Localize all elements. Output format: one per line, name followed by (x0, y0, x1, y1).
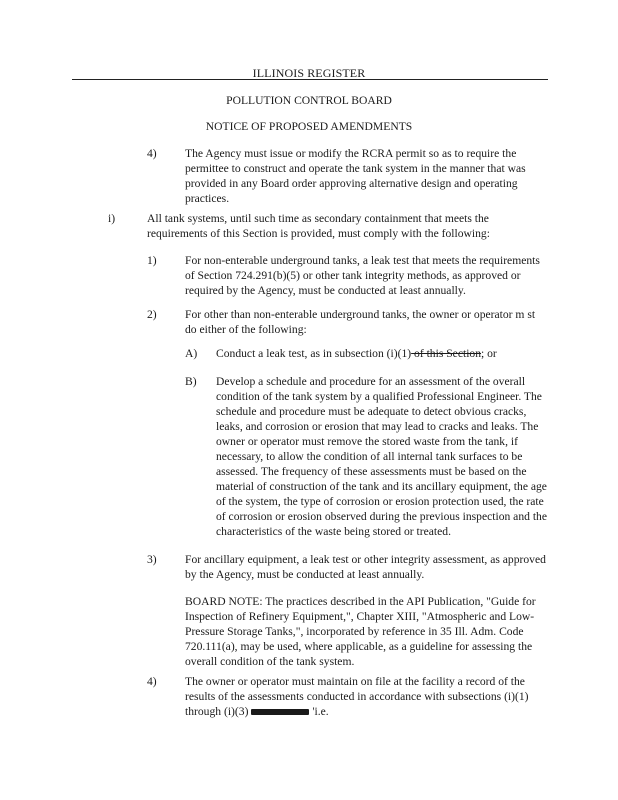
register-title: ILLINOIS REGISTER (252, 66, 366, 80)
text-after: ; or (481, 347, 497, 360)
board-name: POLLUTION CONTROL BOARD (226, 94, 392, 107)
item-label: 3) (147, 553, 157, 566)
item-text: For non-enterable underground tanks, a leak test that meets the requirements of Section 724.291(b)(5) or other tank integrity methods, as approved or required by the Agency, must be conducted at least annually. (185, 254, 540, 297)
item-text: All tank systems, until such time as secondary containment that meets the requirements of this Section is provided, must comply with the following: (147, 212, 490, 240)
notice-title: NOTICE OF PROPOSED AMENDMENTS (205, 120, 413, 133)
item-text: For ancillary equipment, a leak test or other integrity assessment, as approved by the Agency, must be conducted at least annually. (185, 553, 546, 581)
redaction-mark (251, 709, 309, 715)
item-label: 4) (147, 675, 157, 688)
item-label: 4) (147, 147, 157, 160)
item-label: 1) (147, 254, 157, 267)
item-text (216, 346, 548, 361)
struck-text: of this Section (411, 347, 482, 360)
item-label: A) (185, 347, 198, 360)
item-text: For other than non-enterable underground tanks, the owner or operator m st do either of the following: (185, 308, 536, 336)
text-after: 'i.e. (312, 705, 329, 718)
item-label: i) (108, 212, 116, 225)
header-rule (72, 79, 548, 80)
item-label: B) (185, 375, 197, 388)
item-label: 2) (147, 308, 157, 321)
text-before: The owner or operator must maintain on file at the facility a record of the results of the assessments conducted in accordance with subsections (i)(1) through (i)(3) (185, 675, 529, 718)
item-text (185, 674, 547, 719)
item-text: The Agency must issue or modify the RCRA permit so as to require the permittee to construct and operate the tank system in the manner that was provided in any Board order approving alternative design and operating practices. (185, 147, 526, 205)
text-before: Conduct a leak test, as in subsection (i)(1) (216, 347, 412, 360)
item-text: Develop a schedule and procedure for an assessment of the overall condition of the tank system by a qualified Professional Engineer. The schedule and procedure must be adequate to detect obvious cracks, leaks, and corrosion or erosion that may lead to cracks and leaks. The owner or operator must remove the stored waste from the tank, if necessary, to allow the condition of all internal tank surfaces to be assessed. The frequency of these assessments must be based on the material of construction of the tank and its ancillary equipment, the age of the system, the type of corrosion or erosion protection used, the rate of corrosion or erosion observed during the previous inspection and the characteristics of the waste being stored or treated. (216, 375, 547, 538)
board-note: BOARD NOTE: The practices described in the API Publication, "Guide for Inspection of Refinery Equipment,", Chapter XIII, "Atmospheric and Low-Pressure Storage Tanks,", incorporated by reference in 35 Ill. Adm. Code 720.111(a), may be used, where applicable, as a guideline for assessing the overall condition of the tank system. (185, 595, 536, 668)
